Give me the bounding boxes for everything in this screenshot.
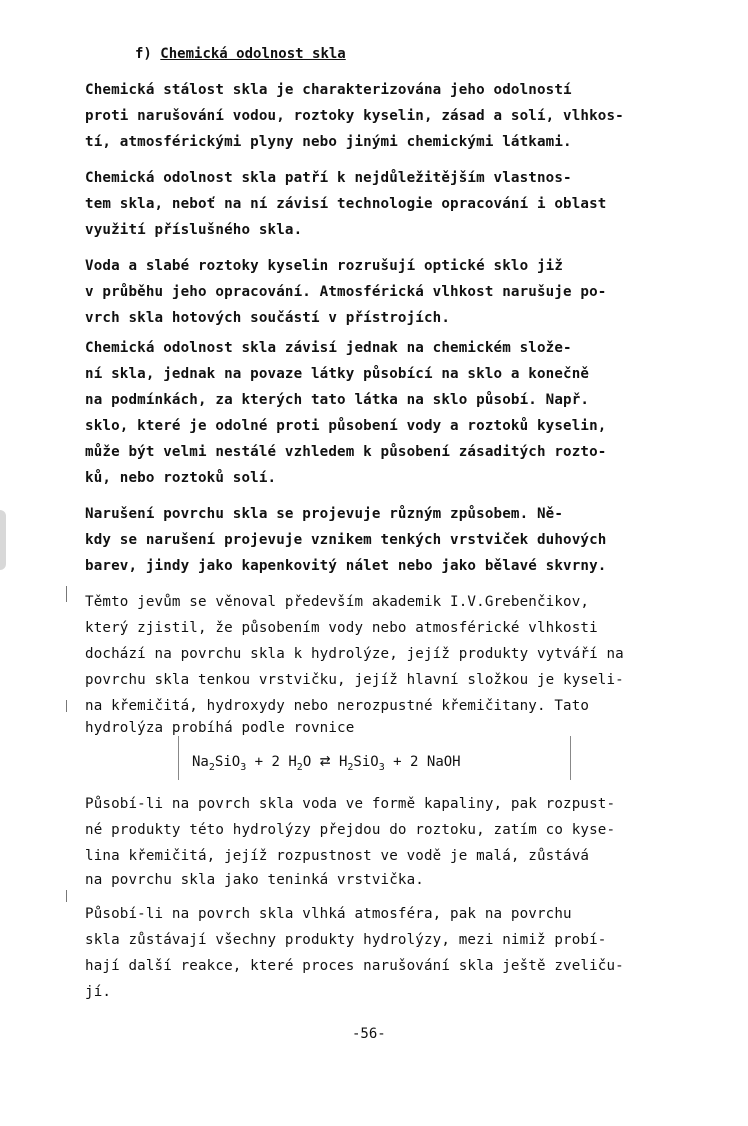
heading-prefix: f) — [135, 46, 161, 62]
equation-part: Na — [192, 754, 209, 770]
equation-part: + 2 H — [246, 754, 297, 770]
text-line: v průběhu jeho opracování. Atmosférická vlhkost narušuje po- — [85, 284, 607, 300]
equation-part: H — [330, 754, 348, 770]
margin-mark — [66, 586, 67, 602]
text-line: který zjistil, že působením vody nebo atmosférické vlhkosti — [85, 620, 598, 636]
equation-subscript: 2 — [208, 761, 215, 773]
text-line: dochází na povrchu skla k hydrolýze, jejíž produkty vytváří na — [85, 646, 624, 662]
text-line: využití příslušného skla. — [85, 222, 303, 238]
page-number: -56- — [352, 1026, 386, 1042]
text-line: né produkty této hydrolýzy přejdou do roztoku, zatím co kyse- — [85, 822, 616, 838]
equilibrium-arrow-icon: ⇄ — [319, 750, 331, 771]
text-line: sklo, které je odolné proti působení vody a roztoků kyselin, — [85, 418, 607, 434]
section-heading — [135, 46, 346, 62]
text-line: ků, nebo roztoků solí. — [85, 470, 277, 486]
margin-mark — [66, 890, 67, 902]
text-line: Chemická stálost skla je charakterizována jeho odolností — [85, 82, 572, 98]
text-line: Těmto jevům se věnoval především akademik I.V.Grebenčikov, — [85, 594, 590, 610]
text-line: proti narušování vodou, roztoky kyselin, zásad a solí, vlhkos- — [85, 108, 624, 124]
text-line: povrchu skla tenkou vrstvičku, jejíž hlavní složkou je kyseli- — [85, 672, 624, 688]
page-edge-shadow — [0, 510, 6, 570]
text-line: Chemická odolnost skla patří k nejdůležitějším vlastnos- — [85, 170, 572, 186]
text-line: vrch skla hotových součástí v přístrojích. — [85, 310, 451, 326]
equation-part: O — [302, 754, 320, 770]
text-line: Působí-li na povrch skla voda ve formě kapaliny, pak rozpust- — [85, 796, 616, 812]
text-line: na křemičitá, hydroxydy nebo nerozpustné křemičitany. Tato — [85, 698, 590, 714]
text-line: kdy se narušení projevuje vznikem tenkých vrstviček duhových — [85, 532, 607, 548]
heading-title: Chemická odolnost skla — [160, 46, 346, 62]
text-line: může být velmi nestálé vzhledem k působení zásaditých rozto- — [85, 444, 607, 460]
text-line: na podmínkách, za kterých tato látka na sklo působí. Např. — [85, 392, 590, 408]
equation-bracket-right — [570, 736, 571, 780]
text-line: hydrolýza probíhá podle rovnice — [85, 720, 355, 736]
equation-subscript: 2 — [347, 761, 354, 773]
text-line: tem skla, neboť na ní závisí technologie opracování i oblast — [85, 196, 607, 212]
text-line: jí. — [85, 984, 112, 1000]
text-line: ní skla, jednak na povaze látky působící na sklo a konečně — [85, 366, 590, 382]
text-line: lina křemičitá, jejíž rozpustnost ve vodě je malá, zůstává — [85, 848, 590, 864]
text-line: Chemická odolnost skla závisí jednak na chemickém slože- — [85, 340, 572, 356]
hydrolysis-equation — [192, 750, 461, 773]
margin-mark — [66, 700, 67, 712]
text-line: Narušení povrchu skla se projevuje různým způsobem. Ně- — [85, 506, 564, 522]
equation-subscript: 2 — [296, 761, 303, 773]
text-line: skla zůstávají všechny produkty hydrolýzy, mezi nimiž probí- — [85, 932, 607, 948]
text-line: na povrchu skla jako teninká vrstvička. — [85, 872, 424, 888]
text-line: tí, atmosférickými plyny nebo jinými chemickými látkami. — [85, 134, 572, 150]
equation-bracket-left — [178, 736, 179, 780]
text-line: hají další reakce, které proces narušování skla ještě zveliču- — [85, 958, 624, 974]
text-line: Voda a slabé roztoky kyselin rozrušují optické sklo již — [85, 258, 564, 274]
equation-subscript: 3 — [378, 761, 385, 773]
equation-part: SiO — [353, 754, 379, 770]
text-line: Působí-li na povrch skla vlhká atmosféra, pak na povrchu — [85, 906, 572, 922]
equation-part: SiO — [214, 754, 241, 770]
equation-part: + 2 NaOH — [384, 754, 461, 770]
text-line: barev, jindy jako kapenkovitý nálet nebo jako bělavé skvrny. — [85, 558, 607, 574]
equation-subscript: 3 — [240, 761, 247, 773]
